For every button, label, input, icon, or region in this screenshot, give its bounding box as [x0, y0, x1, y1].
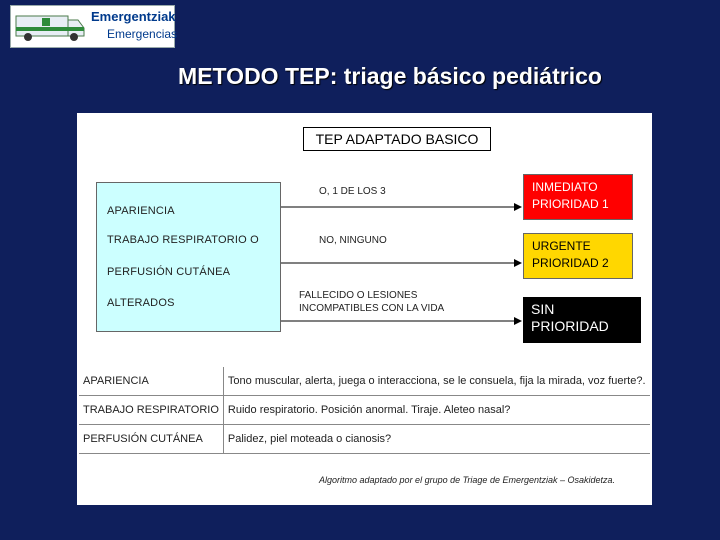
logo-text-spanish: Emergencias [107, 27, 178, 41]
result-immediate-line2: PRIORIDAD 1 [532, 197, 609, 211]
path-label-deceased-line1: FALLECIDO O LESIONES [299, 290, 418, 301]
definitions-table [79, 367, 650, 454]
slide-title: METODO TEP: triage básico pediátrico [178, 63, 602, 89]
ambulance-icon [14, 10, 86, 43]
criterion-altered: ALTERADOS [107, 297, 175, 309]
tep-diagram-panel [77, 113, 652, 505]
result-urgent-line1: URGENTE [532, 239, 591, 253]
result-no-priority-line2: PRIORIDAD [531, 318, 609, 334]
result-immediate-priority-1 [523, 174, 633, 220]
path-label-deceased-line2: INCOMPATIBLES CON LA VIDA [299, 303, 445, 314]
result-immediate-line1: INMEDIATO [532, 180, 598, 194]
footnote: Algoritmo adaptado por el grupo de Triage de Emergentziak – Osakidetza. [319, 475, 616, 485]
table-description: Ruido respiratorio. Posición anormal. Tiraje. Aleteo nasal? [223, 396, 649, 425]
criterion-perfusion: PERFUSIÓN CUTÁNEA [107, 266, 231, 278]
path-label-none: NO, NINGUNO [319, 235, 387, 246]
emergentziak-logo [10, 5, 178, 48]
table-row [79, 396, 650, 425]
result-urgent-line2: PRIORIDAD 2 [532, 256, 609, 270]
result-no-priority-line1: SIN [531, 301, 555, 317]
table-term: TRABAJO RESPIRATORIO [79, 396, 223, 425]
table-description: Palidez, piel moteada o cianosis? [223, 425, 649, 454]
table-term: PERFUSIÓN CUTÁNEA [79, 425, 223, 454]
result-urgent-priority-2 [523, 233, 633, 279]
tep-heading-box: TEP ADAPTADO BASICO [303, 127, 491, 151]
table-description: Tono muscular, alerta, juega o interacciona, se le consuela, fija la mirada, voz fuerte?. [223, 367, 649, 396]
logo-text-basque: Emergentziak [91, 9, 176, 24]
result-no-priority [523, 297, 641, 343]
table-row [79, 425, 650, 454]
criterion-breathing: TRABAJO RESPIRATORIO O [107, 234, 259, 246]
path-label-one-of-three: O, 1 DE LOS 3 [319, 186, 386, 197]
table-row [79, 367, 650, 396]
criterion-appearance: APARIENCIA [107, 205, 175, 217]
table-term: APARIENCIA [79, 367, 223, 396]
